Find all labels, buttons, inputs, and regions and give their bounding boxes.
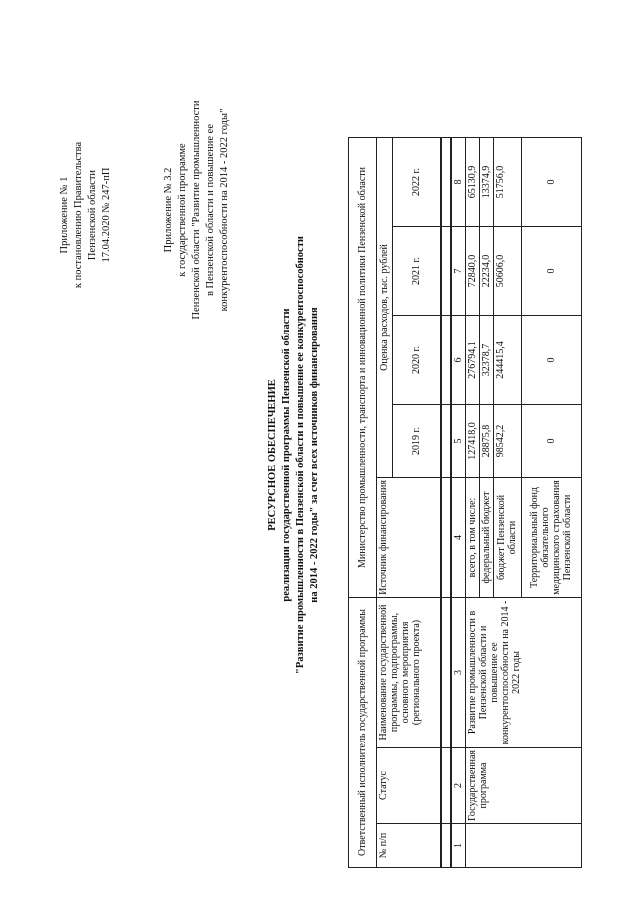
column-number: 6 (451, 315, 466, 404)
column-number: 5 (451, 404, 466, 477)
source-label: Территориальный фонд обязательного медицинского страхования Пензенской области (521, 477, 581, 597)
value-cell: 98542,2 (493, 404, 521, 477)
approval-stamp (58, 70, 114, 360)
heading-title: РЕСУРСНОЕ ОБЕСПЕЧЕНИЕ (267, 379, 278, 531)
heading-line: реализации государственной программы Пензенской области (281, 308, 292, 602)
heading-line: на 2014 - 2022 годы" за счет всех источников финансирования (309, 307, 320, 603)
attachment-line: Приложение № 3.2 (163, 167, 174, 253)
value-cell: 32378,7 (479, 315, 493, 404)
value-cell: 50606,0 (493, 226, 521, 315)
value-cell: 0 (521, 315, 581, 404)
header-year: 2020 г. (393, 315, 441, 404)
value-cell: 22234,0 (479, 226, 493, 315)
value-cell: 127418,0 (465, 404, 479, 477)
header-year: 2019 г. (393, 404, 441, 477)
value-cell: 13374,9 (479, 137, 493, 226)
heading-line: "Развитие промышленности в Пензенской области и повышение ее конкурентоспособности (295, 236, 306, 674)
column-number: 8 (451, 137, 466, 226)
header-status: Статус (377, 747, 441, 823)
attachment-line: конкурентоспособности на 2014 - 2022 годы" (219, 108, 230, 312)
header-source: Источник финансирования (377, 477, 441, 597)
value-cell: 276794,1 (465, 315, 479, 404)
resource-table (348, 137, 582, 868)
value-cell: 28875,8 (479, 404, 493, 477)
header-year: 2022 г. (393, 137, 441, 226)
executor-value: Министерство промышленности, транспорта и инновационной политики Пензенской области (349, 137, 377, 597)
header-year: 2021 г. (393, 226, 441, 315)
attachment-line: Пензенской области "Развитие промышленности (191, 100, 202, 320)
row-status: Государственная программа (465, 747, 581, 823)
approval-line: Пензенской области (87, 169, 98, 261)
row-number-cell (465, 824, 581, 868)
value-cell: 51756,0 (493, 137, 521, 226)
value-cell: 0 (521, 404, 581, 477)
column-number: 2 (451, 747, 466, 823)
source-label: бюджет Пензенской области (493, 477, 521, 597)
header-estimate: Оценка расходов, тыс. рублей (377, 137, 393, 477)
approval-line: 17.04.2020 № 247-пП (101, 167, 112, 263)
row-name: Развитие промышленности в Пензенской области и повышение ее конкурентоспособности на 2014 - 2022 годы (465, 597, 581, 747)
column-number: 4 (451, 477, 466, 597)
attachment-line: в Пензенской области и повышение ее (205, 123, 216, 297)
value-cell: 0 (521, 226, 581, 315)
value-cell: 72840,0 (465, 226, 479, 315)
attachment-note (162, 60, 232, 360)
header-name: Наименование государственной программы, подпрограммы, основного мероприятия (регионального проекта) (377, 597, 441, 747)
document-heading (266, 125, 322, 785)
value-cell: 244415,4 (493, 315, 521, 404)
column-number: 1 (451, 824, 466, 868)
column-number: 7 (451, 226, 466, 315)
value-cell: 0 (521, 137, 581, 226)
table-gap (441, 137, 451, 867)
executor-label: Ответственный исполнитель государственной программы (349, 597, 377, 867)
source-label: всего, в том числе: (465, 477, 479, 597)
approval-line: Приложение № 1 (59, 176, 70, 254)
value-cell: 65130,9 (465, 137, 479, 226)
source-label: федеральный бюджет (479, 477, 493, 597)
column-number: 3 (451, 597, 466, 747)
header-number: № п/п (377, 824, 441, 868)
table-row (465, 137, 479, 867)
attachment-line: к государственной программе (177, 143, 188, 277)
approval-line: к постановлению Правительства (73, 141, 84, 289)
